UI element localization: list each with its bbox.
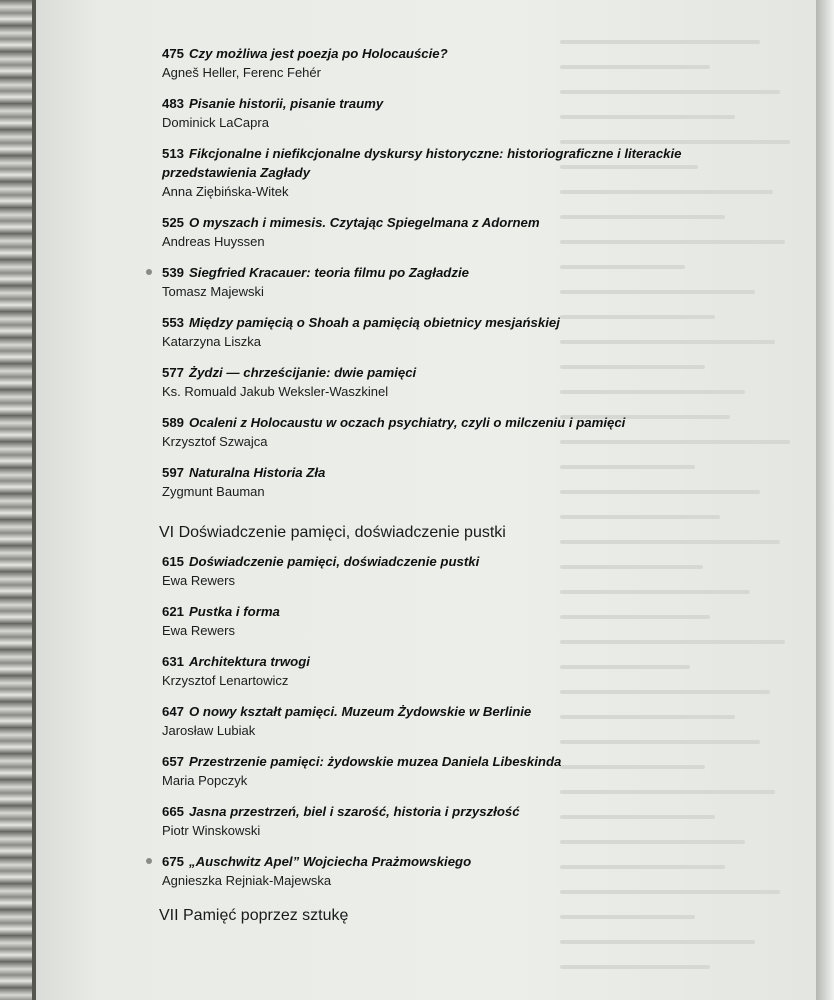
- chapter-title: Architektura trwogi: [189, 654, 310, 669]
- chapter-title: Jasna przestrzeń, biel i szarość, historia i przyszłość: [189, 804, 520, 819]
- toc-title-line: [162, 363, 722, 382]
- toc-entry: [162, 702, 722, 741]
- section-heading: VI Doświadczenie pamięci, doświadczenie pustki: [159, 524, 506, 541]
- toc-entry: [162, 552, 722, 591]
- bullet-dot: [146, 858, 152, 864]
- chapter-author: Maria Popczyk: [162, 773, 248, 788]
- chapter-author: Ewa Rewers: [162, 573, 235, 588]
- chapter-title: Czy możliwa jest poezja po Holocauście?: [189, 46, 448, 61]
- chapter-title: Pisanie historii, pisanie traumy: [189, 96, 384, 111]
- chapter-title: O myszach i mimesis. Czytając Spiegelmana z Adornem: [189, 215, 540, 230]
- toc-entry: [162, 413, 722, 452]
- toc-entry: [162, 94, 722, 133]
- toc-entry: [162, 263, 722, 302]
- page-number: 647: [162, 704, 185, 719]
- chapter-author: Krzysztof Szwajca: [162, 434, 268, 449]
- section-heading: VII Pamięć poprzez sztukę: [159, 907, 349, 924]
- page-edge: [816, 0, 834, 1000]
- toc-title-line: [162, 852, 722, 871]
- page-number: 577: [162, 365, 185, 380]
- page-number: 553: [162, 315, 185, 330]
- toc-title-line: [162, 213, 722, 232]
- chapter-title: Siegfried Kracauer: teoria filmu po Zagładzie: [189, 265, 469, 280]
- chapter-author: Piotr Winskowski: [162, 823, 261, 838]
- toc-title-line: [162, 313, 722, 332]
- chapter-author: Anna Ziębińska-Witek: [162, 184, 289, 199]
- toc-entry: [162, 213, 722, 252]
- chapter-title: Ocaleni z Holocaustu w oczach psychiatry, czyli o milczeniu i pamięci: [189, 415, 626, 430]
- page-number: 483: [162, 96, 185, 111]
- chapter-author: Agnieszka Rejniak-Majewska: [162, 873, 332, 888]
- toc-title-line: [162, 413, 722, 432]
- page-number: 675: [162, 854, 185, 869]
- toc-entry: [162, 752, 722, 791]
- toc-title-line: [162, 802, 722, 821]
- chapter-author: Tomasz Majewski: [162, 284, 264, 299]
- page-number: 475: [162, 46, 185, 61]
- page-number: 615: [162, 554, 185, 569]
- page-number: 631: [162, 654, 185, 669]
- chapter-title: Naturalna Historia Zła: [189, 465, 326, 480]
- toc-title-line: [162, 463, 722, 482]
- chapter-title: Przestrzenie pamięci: żydowskie muzea Daniela Libeskinda: [189, 754, 562, 769]
- chapter-author: Andreas Huyssen: [162, 234, 265, 249]
- page-number: 597: [162, 465, 185, 480]
- chapter-author: Agneš Heller, Ferenc Fehér: [162, 65, 321, 80]
- toc-entry: [162, 852, 722, 891]
- page-number: 589: [162, 415, 185, 430]
- chapter-title: Żydzi — chrześcijanie: dwie pamięci: [189, 365, 417, 380]
- toc-entry: [162, 313, 722, 352]
- toc-entry: [162, 144, 722, 202]
- toc-title-line: [162, 144, 702, 182]
- chapter-author: Jarosław Lubiak: [162, 723, 256, 738]
- chapter-author: Katarzyna Liszka: [162, 334, 261, 349]
- chapter-title: Fikcjonalne i niefikcjonalne dyskursy historyczne: historiograficzne i literackie przedstawienia Zagłady: [162, 146, 682, 180]
- table-of-contents: [159, 44, 722, 935]
- chapter-author: Dominick LaCapra: [162, 115, 269, 130]
- toc-entry: [162, 463, 722, 502]
- chapter-title: „Auschwitz Apel” Wojciecha Prażmowskiego: [189, 854, 472, 869]
- page-number: 657: [162, 754, 185, 769]
- toc-title-line: [162, 44, 722, 63]
- bullet-dot: [146, 269, 152, 275]
- toc-title-line: [162, 652, 722, 671]
- toc-title-line: [162, 702, 722, 721]
- book-binding: [0, 0, 36, 1000]
- page-number: 621: [162, 604, 185, 619]
- toc-title-line: [162, 263, 722, 282]
- toc-title-line: [162, 752, 722, 771]
- page-number: 539: [162, 265, 185, 280]
- toc-entry: [162, 602, 722, 641]
- toc-entry: [162, 652, 722, 691]
- toc-entry: [162, 363, 722, 402]
- chapter-title: Doświadczenie pamięci, doświadczenie pustki: [189, 554, 480, 569]
- chapter-author: Ks. Romuald Jakub Weksler-Waszkinel: [162, 384, 389, 399]
- chapter-author: Krzysztof Lenartowicz: [162, 673, 289, 688]
- chapter-author: Ewa Rewers: [162, 623, 235, 638]
- page-number: 513: [162, 146, 185, 161]
- toc-title-line: [162, 94, 722, 113]
- page-number: 665: [162, 804, 185, 819]
- toc-title-line: [162, 602, 722, 621]
- chapter-title: Między pamięcią o Shoah a pamięcią obietnicy mesjańskiej: [189, 315, 560, 330]
- page-number: 525: [162, 215, 185, 230]
- chapter-author: Zygmunt Bauman: [162, 484, 265, 499]
- toc-title-line: [162, 552, 722, 571]
- chapter-title: O nowy kształt pamięci. Muzeum Żydowskie w Berlinie: [189, 704, 532, 719]
- toc-entry: [162, 802, 722, 841]
- toc-entry: [162, 44, 722, 83]
- chapter-title: Pustka i forma: [189, 604, 280, 619]
